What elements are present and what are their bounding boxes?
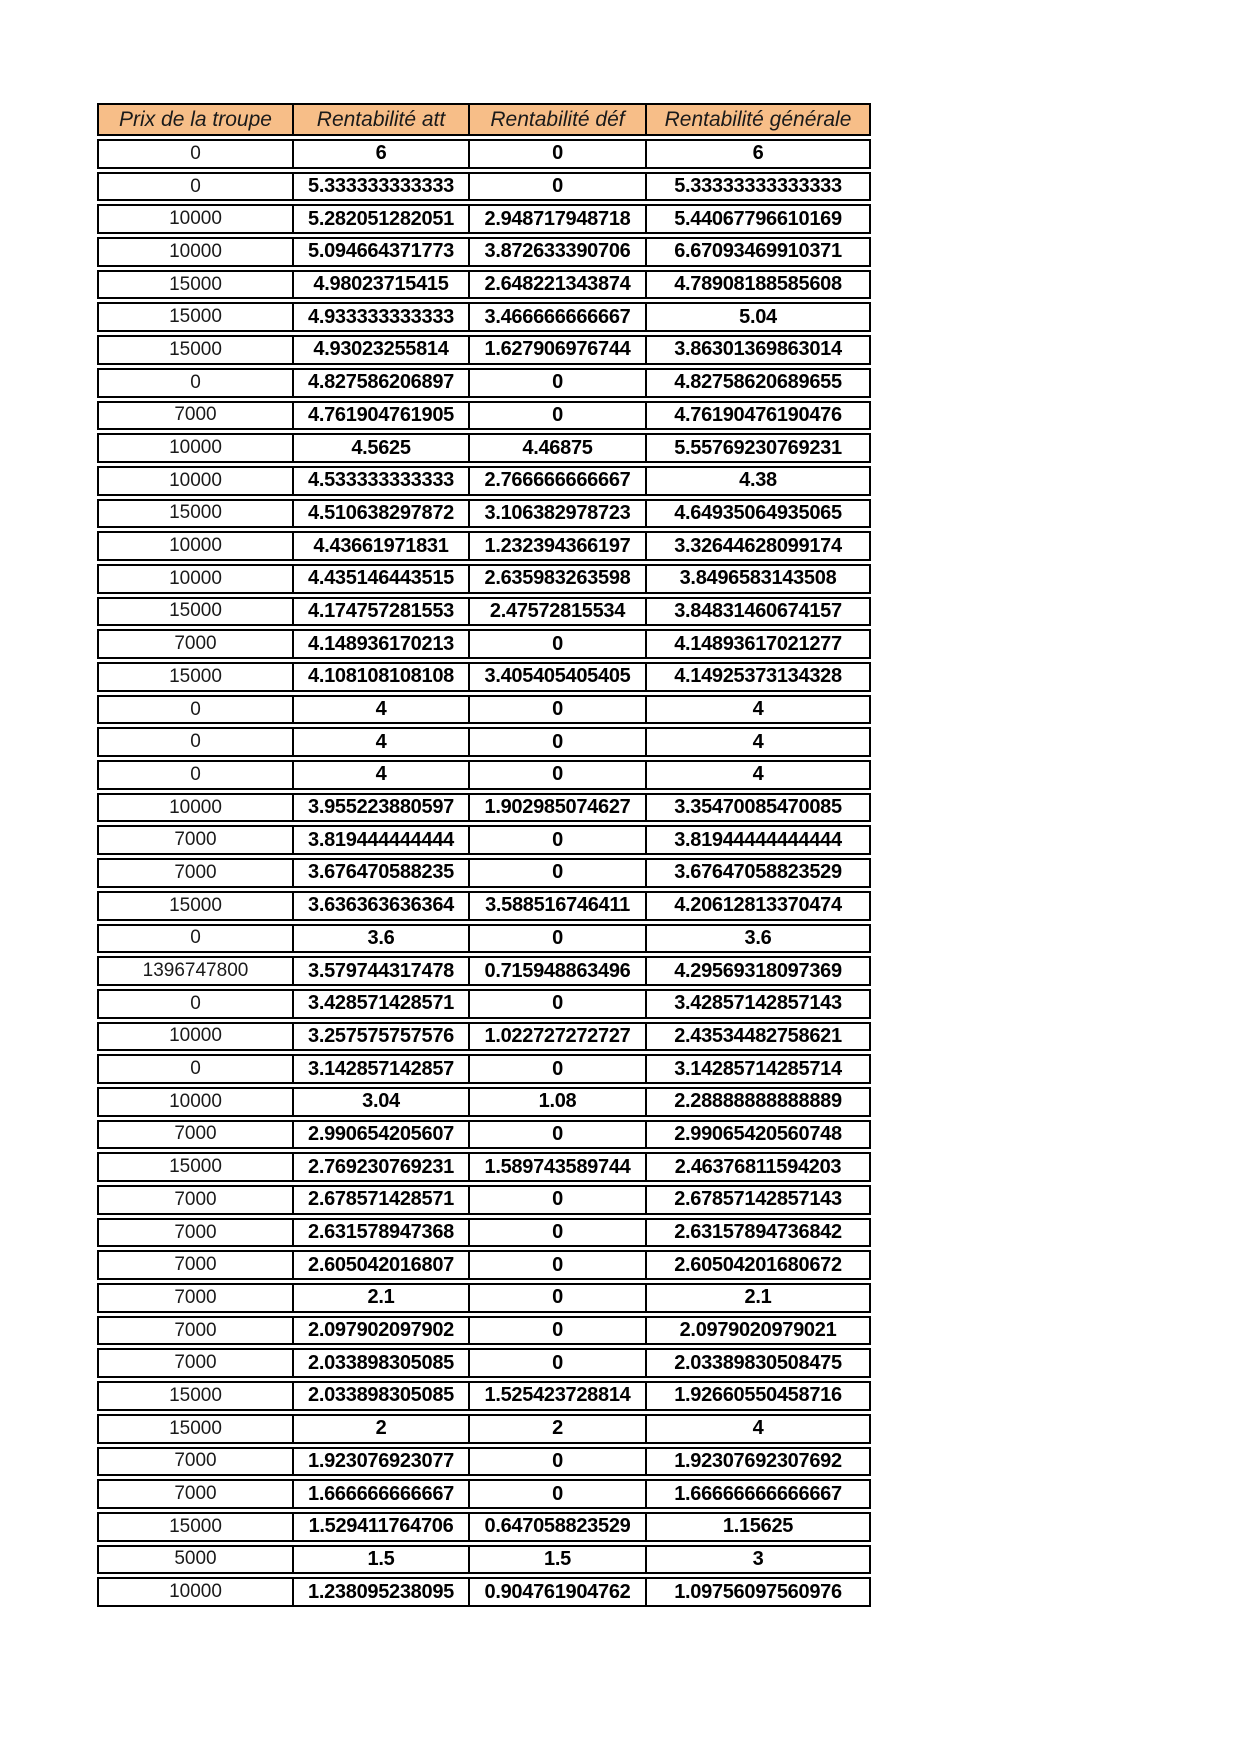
table-cell: 2.03389830508475: [645, 1348, 871, 1378]
col-header-rentabilite-generale: Rentabilité générale: [645, 103, 871, 136]
table-cell: 3.466666666667: [468, 302, 645, 332]
table-cell: 3.106382978723: [468, 499, 645, 529]
table-row: [97, 401, 871, 431]
table-row: [97, 695, 871, 725]
table-cell: 1.92307692307692: [645, 1447, 871, 1477]
table-cell: 15000: [97, 302, 292, 332]
table-cell: 1.666666666667: [292, 1479, 468, 1509]
table-cell: 2.635983263598: [468, 564, 645, 594]
table-cell: 4: [292, 760, 468, 790]
table-cell: 4: [645, 727, 871, 757]
table-cell: 15000: [97, 597, 292, 627]
table-cell: 4.93023255814: [292, 335, 468, 365]
table-cell: 1.589743589744: [468, 1152, 645, 1182]
table-row: [97, 204, 871, 234]
table-cell: 3.6: [645, 924, 871, 954]
table-cell: 5.04: [645, 302, 871, 332]
table-cell: 4.20612813370474: [645, 891, 871, 921]
table-row: [97, 1348, 871, 1378]
table-cell: 1.15625: [645, 1512, 871, 1542]
table-cell: 7000: [97, 1447, 292, 1477]
table-row: [97, 760, 871, 790]
table-cell: 6.67093469910371: [645, 237, 871, 267]
table-cell: 7000: [97, 1348, 292, 1378]
table-row: [97, 433, 871, 463]
table-cell: 1.92660550458716: [645, 1381, 871, 1411]
table-row: [97, 891, 871, 921]
table-row: [97, 1316, 871, 1346]
table-cell: 0: [468, 1348, 645, 1378]
table-cell: 15000: [97, 1381, 292, 1411]
table-cell: 5.33333333333333: [645, 172, 871, 202]
table-cell: 4.827586206897: [292, 368, 468, 398]
table-cell: 6: [645, 139, 871, 169]
table-cell: 2.990654205607: [292, 1120, 468, 1150]
table-row: [97, 237, 871, 267]
table-cell: 2.033898305085: [292, 1348, 468, 1378]
table-cell: 1.5: [292, 1545, 468, 1575]
table-cell: 4: [645, 760, 871, 790]
table-row: [97, 368, 871, 398]
table-cell: 4.14893617021277: [645, 629, 871, 659]
table-cell: 2.43534482758621: [645, 1022, 871, 1052]
table-cell: 15000: [97, 1152, 292, 1182]
table-cell: 3.872633390706: [468, 237, 645, 267]
table-cell: 4.148936170213: [292, 629, 468, 659]
table-cell: 0: [468, 629, 645, 659]
table-cell: 3.86301369863014: [645, 335, 871, 365]
table-cell: 1.09756097560976: [645, 1577, 871, 1607]
table-row: [97, 466, 871, 496]
table-cell: 7000: [97, 1283, 292, 1313]
table-row: [97, 858, 871, 888]
table-cell: 3.84831460674157: [645, 597, 871, 627]
table-cell: 0: [468, 401, 645, 431]
table-cell: 0: [468, 1316, 645, 1346]
table-cell: 2.63157894736842: [645, 1218, 871, 1248]
table-cell: 1.66666666666667: [645, 1479, 871, 1509]
table-cell: 3.14285714285714: [645, 1054, 871, 1084]
table-cell: 4.533333333333: [292, 466, 468, 496]
table-cell: 4: [292, 727, 468, 757]
table-row: [97, 727, 871, 757]
table-row: [97, 302, 871, 332]
table-cell: 3.81944444444444: [645, 825, 871, 855]
col-header-rentabilite-att: Rentabilité att: [292, 103, 468, 136]
table-cell: 0: [97, 924, 292, 954]
table-cell: 1.902985074627: [468, 793, 645, 823]
table-cell: 2.60504201680672: [645, 1250, 871, 1280]
table-cell: 2.1: [645, 1283, 871, 1313]
table-cell: 5.333333333333: [292, 172, 468, 202]
table-cell: 0: [468, 1283, 645, 1313]
table-cell: 0: [468, 825, 645, 855]
table-cell: 0: [97, 368, 292, 398]
table-cell: 4.78908188585608: [645, 270, 871, 300]
table-cell: 15000: [97, 891, 292, 921]
table-cell: 4: [645, 1414, 871, 1444]
table-cell: 2: [292, 1414, 468, 1444]
table-cell: 3.42857142857143: [645, 989, 871, 1019]
table-cell: 4.29569318097369: [645, 956, 871, 986]
table-row: [97, 1283, 871, 1313]
table-cell: 10000: [97, 466, 292, 496]
table-cell: 3.67647058823529: [645, 858, 871, 888]
table-cell: 7000: [97, 858, 292, 888]
table-cell: 0: [97, 172, 292, 202]
table-cell: 3.579744317478: [292, 956, 468, 986]
table-cell: 5.094664371773: [292, 237, 468, 267]
table-cell: 3.955223880597: [292, 793, 468, 823]
table-cell: 2.67857142857143: [645, 1185, 871, 1215]
table-cell: 15000: [97, 335, 292, 365]
table-row: [97, 1545, 871, 1575]
table-cell: 1.5: [468, 1545, 645, 1575]
table-cell: 0: [468, 1218, 645, 1248]
table-cell: 2.1: [292, 1283, 468, 1313]
table-cell: 0: [97, 727, 292, 757]
table-cell: 5.44067796610169: [645, 204, 871, 234]
table-cell: 1.923076923077: [292, 1447, 468, 1477]
table-cell: 7000: [97, 1185, 292, 1215]
table-cell: 0: [468, 172, 645, 202]
table-cell: 3.676470588235: [292, 858, 468, 888]
table-row: [97, 1022, 871, 1052]
table-row: [97, 1479, 871, 1509]
table-cell: 0: [97, 695, 292, 725]
table-row: [97, 793, 871, 823]
table-cell: 0: [468, 727, 645, 757]
table-cell: 7000: [97, 1218, 292, 1248]
table-cell: 15000: [97, 1512, 292, 1542]
table-cell: 0: [468, 139, 645, 169]
table-cell: 10000: [97, 433, 292, 463]
table-row: [97, 1185, 871, 1215]
table-cell: 15000: [97, 499, 292, 529]
table-cell: 0: [468, 1250, 645, 1280]
table-cell: 3.636363636364: [292, 891, 468, 921]
table-cell: 4: [645, 695, 871, 725]
table-cell: 5.55769230769231: [645, 433, 871, 463]
table-row: [97, 989, 871, 1019]
table-cell: 4.38: [645, 466, 871, 496]
table-row: [97, 924, 871, 954]
table-row: [97, 1577, 871, 1607]
table-row: [97, 531, 871, 561]
table-cell: 7000: [97, 825, 292, 855]
table-cell: 3.6: [292, 924, 468, 954]
table-row: [97, 139, 871, 169]
table-cell: 0: [97, 1054, 292, 1084]
table-cell: 10000: [97, 237, 292, 267]
table-cell: 10000: [97, 204, 292, 234]
table-cell: 2.678571428571: [292, 1185, 468, 1215]
table-cell: 0: [468, 1185, 645, 1215]
table-cell: 0.715948863496: [468, 956, 645, 986]
table-cell: 4.46875: [468, 433, 645, 463]
table-cell: 4.435146443515: [292, 564, 468, 594]
table-cell: 4: [292, 695, 468, 725]
table-cell: 0: [468, 1447, 645, 1477]
table-row: [97, 1447, 871, 1477]
table-row: [97, 1512, 871, 1542]
table-cell: 3.405405405405: [468, 662, 645, 692]
table-cell: 0: [468, 1054, 645, 1084]
col-header-prix-de-la-troupe: Prix de la troupe: [97, 103, 292, 136]
table-cell: 10000: [97, 531, 292, 561]
table-cell: 10000: [97, 1087, 292, 1117]
table-cell: 2.766666666667: [468, 466, 645, 496]
table-cell: 7000: [97, 1479, 292, 1509]
profitability-table: [97, 100, 871, 1610]
table-row: [97, 335, 871, 365]
table-cell: 3.257575757576: [292, 1022, 468, 1052]
table-cell: 2: [468, 1414, 645, 1444]
table-cell: 4.14925373134328: [645, 662, 871, 692]
table-row: [97, 499, 871, 529]
table-cell: 2.648221343874: [468, 270, 645, 300]
table-cell: 1.238095238095: [292, 1577, 468, 1607]
table-body: [97, 139, 871, 1607]
table-cell: 10000: [97, 1577, 292, 1607]
table-row: [97, 825, 871, 855]
table-cell: 3.428571428571: [292, 989, 468, 1019]
col-header-rentabilite-def: Rentabilité déf: [468, 103, 645, 136]
table-cell: 0: [468, 1479, 645, 1509]
table-cell: 2.769230769231: [292, 1152, 468, 1182]
table-cell: 0: [468, 368, 645, 398]
table-row: [97, 564, 871, 594]
table-row: [97, 1414, 871, 1444]
table-cell: 0.904761904762: [468, 1577, 645, 1607]
table-cell: 7000: [97, 629, 292, 659]
table-cell: 6: [292, 139, 468, 169]
table-cell: 2.631578947368: [292, 1218, 468, 1248]
table-cell: 10000: [97, 1022, 292, 1052]
table-cell: 4.510638297872: [292, 499, 468, 529]
table-cell: 7000: [97, 1316, 292, 1346]
table-cell: 15000: [97, 662, 292, 692]
table-cell: 4.761904761905: [292, 401, 468, 431]
table-row: [97, 1381, 871, 1411]
table-cell: 3.8496583143508: [645, 564, 871, 594]
table-cell: 1.525423728814: [468, 1381, 645, 1411]
table-cell: 10000: [97, 564, 292, 594]
table-row: [97, 1120, 871, 1150]
table-cell: 1396747800: [97, 956, 292, 986]
table-cell: 3.142857142857: [292, 1054, 468, 1084]
table-cell: 7000: [97, 1120, 292, 1150]
table-cell: 2.097902097902: [292, 1316, 468, 1346]
table-cell: 2.47572815534: [468, 597, 645, 627]
table-cell: 0: [468, 1120, 645, 1150]
table-cell: 15000: [97, 270, 292, 300]
table-cell: 2.99065420560748: [645, 1120, 871, 1150]
table-cell: 2.033898305085: [292, 1381, 468, 1411]
table-cell: 0: [97, 760, 292, 790]
table-cell: 2.0979020979021: [645, 1316, 871, 1346]
table-row: [97, 1054, 871, 1084]
table-row: [97, 629, 871, 659]
table-cell: 7000: [97, 401, 292, 431]
table-row: [97, 1087, 871, 1117]
table-row: [97, 270, 871, 300]
table-cell: 4.82758620689655: [645, 368, 871, 398]
header-row: [97, 103, 871, 136]
table-cell: 1.08: [468, 1087, 645, 1117]
table-cell: 2.28888888888889: [645, 1087, 871, 1117]
table-cell: 5000: [97, 1545, 292, 1575]
table-cell: 3.04: [292, 1087, 468, 1117]
table-row: [97, 172, 871, 202]
table-cell: 0: [468, 989, 645, 1019]
table-cell: 4.64935064935065: [645, 499, 871, 529]
table-cell: 0: [468, 760, 645, 790]
table-cell: 4.933333333333: [292, 302, 468, 332]
table-cell: 15000: [97, 1414, 292, 1444]
table-cell: 0: [97, 989, 292, 1019]
table-row: [97, 1250, 871, 1280]
table-cell: 10000: [97, 793, 292, 823]
table-cell: 7000: [97, 1250, 292, 1280]
table-cell: 4.76190476190476: [645, 401, 871, 431]
table-cell: 0: [468, 695, 645, 725]
table-cell: 5.282051282051: [292, 204, 468, 234]
table-cell: 3.588516746411: [468, 891, 645, 921]
table-row: [97, 662, 871, 692]
table-cell: 1.529411764706: [292, 1512, 468, 1542]
table-cell: 4.174757281553: [292, 597, 468, 627]
table-row: [97, 1152, 871, 1182]
table-cell: 2.605042016807: [292, 1250, 468, 1280]
table-cell: 4.43661971831: [292, 531, 468, 561]
table-cell: 3: [645, 1545, 871, 1575]
table-cell: 0: [468, 858, 645, 888]
table-cell: 3.32644628099174: [645, 531, 871, 561]
table-cell: 1.022727272727: [468, 1022, 645, 1052]
table-cell: 4.108108108108: [292, 662, 468, 692]
table-cell: 0: [97, 139, 292, 169]
table-cell: 2.46376811594203: [645, 1152, 871, 1182]
table-cell: 2.948717948718: [468, 204, 645, 234]
table-cell: 1.232394366197: [468, 531, 645, 561]
table-cell: 0.647058823529: [468, 1512, 645, 1542]
table-row: [97, 597, 871, 627]
table-cell: 3.819444444444: [292, 825, 468, 855]
table-cell: 4.5625: [292, 433, 468, 463]
table-cell: 3.35470085470085: [645, 793, 871, 823]
table-row: [97, 956, 871, 986]
table-row: [97, 1218, 871, 1248]
table-cell: 4.98023715415: [292, 270, 468, 300]
table-cell: 1.627906976744: [468, 335, 645, 365]
table-cell: 0: [468, 924, 645, 954]
